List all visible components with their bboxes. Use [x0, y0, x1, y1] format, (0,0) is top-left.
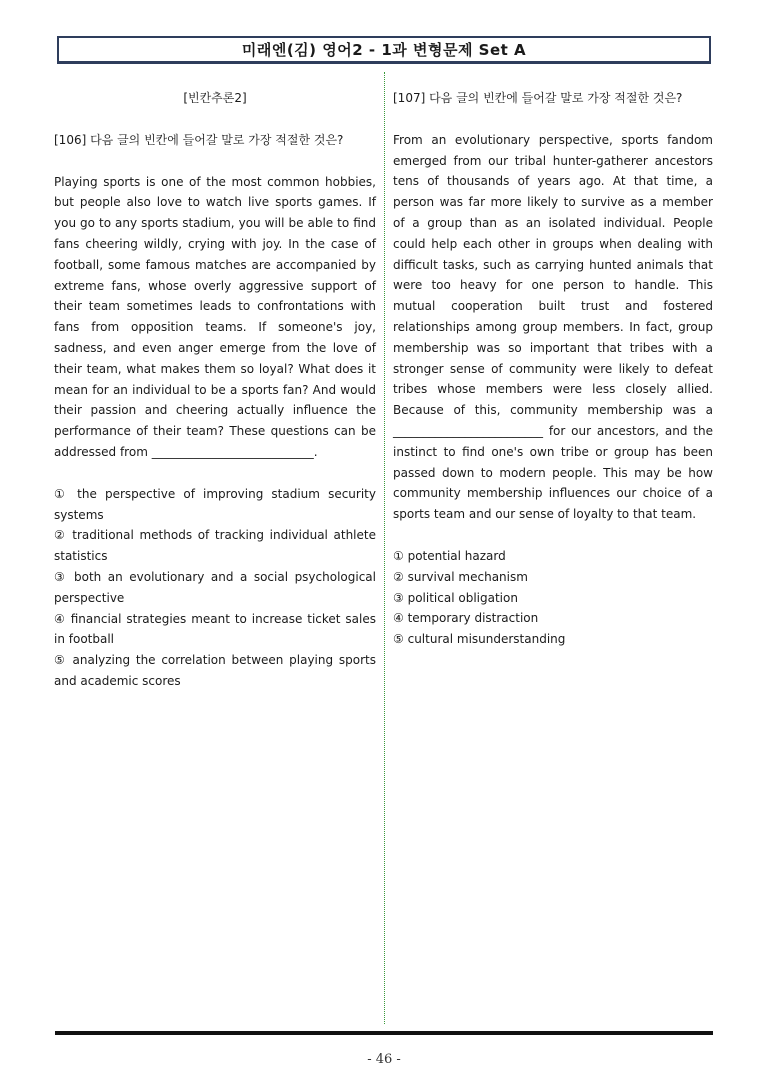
option-3: [54, 567, 376, 609]
option-number: ②: [54, 528, 67, 543]
option-number: ③: [54, 569, 68, 584]
right-column: [393, 88, 713, 650]
option-number: ⑤: [393, 632, 404, 647]
option-text: potential hazard: [407, 548, 506, 563]
footer-rule: [55, 1031, 713, 1035]
option-text: both an evolutionary and a social psychological perspective: [54, 569, 376, 605]
option-4: [393, 608, 713, 629]
option-text: survival mechanism: [407, 569, 528, 584]
option-text: traditional methods of tracking individual athlete statistics: [54, 528, 376, 564]
option-4: [54, 609, 376, 651]
option-text: cultural misunderstanding: [407, 632, 566, 647]
page-title: 미래엔(김) 영어2 - 1과 변형문제 Set A: [241, 41, 527, 59]
question-107: [107] 다음 글의 빈칸에 들어갈 말로 가장 적절한 것은?: [393, 91, 683, 105]
section-label: [빈칸추론2]: [183, 91, 247, 105]
option-2: [393, 567, 713, 588]
option-text: financial strategies meant to increase ticket sales in football: [54, 611, 376, 647]
option-5: [54, 650, 376, 692]
option-1: [54, 484, 376, 526]
option-text: the perspective of improving stadium security systems: [54, 486, 376, 522]
option-number: ④: [54, 611, 66, 626]
page-title-box: [57, 36, 711, 64]
option-text: temporary distraction: [407, 611, 539, 626]
option-number: ③: [393, 590, 404, 605]
option-text: analyzing the correlation between playing sports and academic scores: [54, 653, 376, 688]
left-column: [54, 88, 376, 692]
page-number: - 46 -: [367, 1052, 401, 1067]
option-5: [393, 629, 713, 650]
option-number: ①: [393, 548, 404, 563]
option-number: ①: [54, 486, 70, 501]
passage-107: From an evolutionary perspective, sports fandom emerged from our tribal hunter-gatherer ancestors tens of thousands of years ago. At that time, a person was far more likely to survive as a member of a group than as an isolated individual. People could help each other in groups when dealing with difficult tasks, such as carrying hunted animals that were too heavy for one person to handle. This mutual cooperation built trust and fostered relationships among group members. In fact, group membership was so important that tribes with a stronger sense of community were likely to defeat tribes whose members were less closely allied. Because of this, community membership was a _________________________ for our ancestors, and the instinct to find one's own tribe or group has been passed down to modern people. This may be how community membership influences our choice of a sports team and our sense of loyalty to that team.: [393, 132, 713, 522]
column-divider: [384, 72, 385, 1024]
option-number: ⑤: [54, 653, 67, 668]
passage-106: Playing sports is one of the most common hobbies, but people also love to watch live sports games. If you go to any sports stadium, you will be able to find fans cheering wildly, crying with joy. In the case of football, some famous matches are accompanied by extreme fans, whose overly aggressive support of their team sometimes leads to confrontations with fans from opposition teams. If someone's joy, sadness, and even anger emerge from the love of their team, what makes them so loyal? What does it mean for an individual to be a sports fan? And would their passion and cheering actually influence the performance of their team? These questions can be addressed from ___________________________.: [54, 174, 376, 459]
option-number: ④: [393, 611, 404, 626]
options-106: [54, 484, 376, 692]
option-2: [54, 525, 376, 567]
option-number: ②: [393, 569, 404, 584]
option-1: [393, 546, 713, 567]
option-3: [393, 588, 713, 609]
option-text: political obligation: [407, 590, 518, 605]
question-106: [106] 다음 글의 빈칸에 들어갈 말로 가장 적절한 것은?: [54, 132, 344, 147]
options-107: [393, 546, 713, 650]
